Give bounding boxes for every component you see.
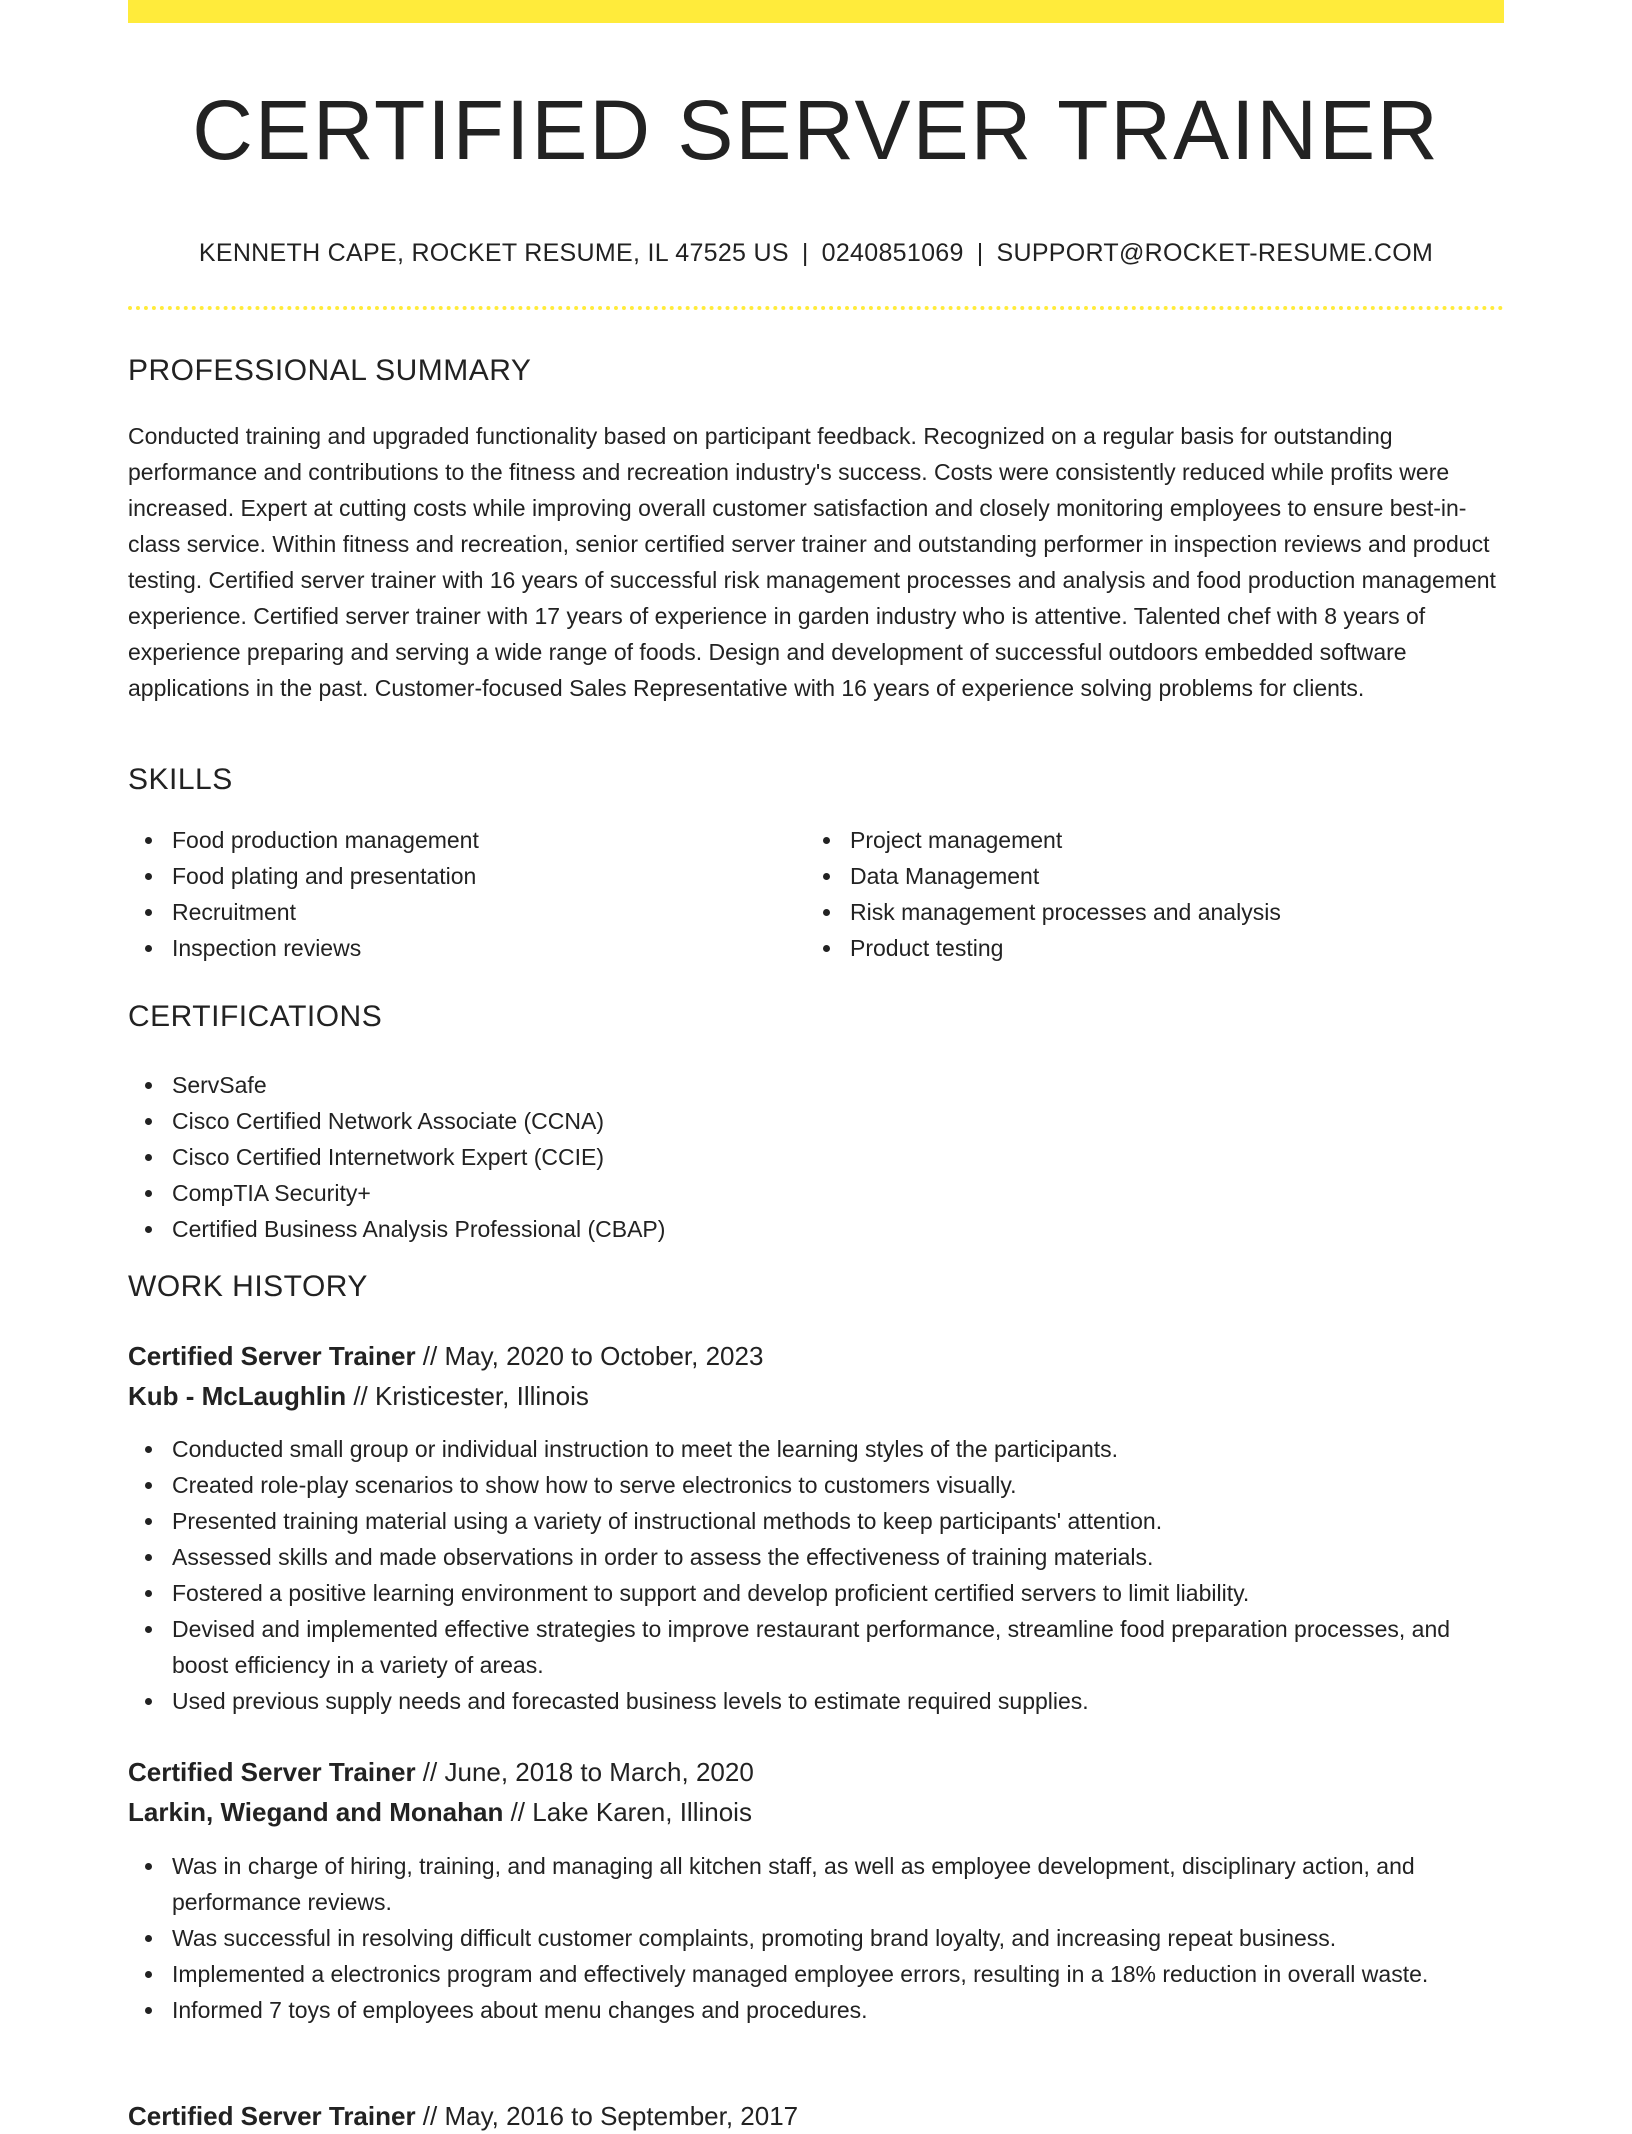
job-title-line: Certified Server Trainer // June, 2018 to March, 2020 — [128, 1757, 754, 1787]
certification-item: Cisco Certified Network Associate (CCNA) — [128, 1103, 1504, 1139]
skill-item: Product testing — [806, 930, 1466, 966]
job-bullet: Created role-play scenarios to show how to serve electronics to customers visually. — [128, 1467, 1504, 1503]
certifications-list — [128, 1067, 1504, 1247]
job-company-line: Larkin, Wiegand and Monahan // Lake Karen, Illinois — [128, 1797, 752, 1827]
skill-item: Food production management — [128, 822, 788, 858]
skill-item: Food plating and presentation — [128, 858, 788, 894]
skill-item: Inspection reviews — [128, 930, 788, 966]
summary-text: Conducted training and upgraded functionality based on participant feedback. Recognized on a regular basis for outstanding performance and contributions to the fitness and recreation industry's success. Costs were consistently reduced while profits were increased. Expert at cutting costs while improving overall customer satisfaction and closely monitoring employees to ensure best-in-class service. Within fitness and recreation, senior certified server trainer and outstanding performer in inspection reviews and product testing. Certified server trainer with 16 years of successful risk management processes and analysis and food production management experience. Certified server trainer with 17 years of experience in garden industry who is attentive. Talented chef with 8 years of experience preparing and serving a wide range of foods. Design and development of successful outdoors embedded software applications in the past. Customer-focused Sales Representative with 16 years of experience solving problems for clients. — [128, 423, 1496, 701]
section-heading-skills: SKILLS — [128, 763, 233, 796]
job-location: Lake Karen, Illinois — [532, 1797, 752, 1827]
job-title: Certified Server Trainer — [128, 2101, 416, 2131]
certification-item: Certified Business Analysis Professional (CBAP) — [128, 1211, 1504, 1247]
job-bullets — [128, 1848, 1504, 2028]
job-bullet: Implemented a electronics program and effectively managed employee errors, resulting in a 18% reduction in overall waste. — [128, 1956, 1504, 1992]
job-company-line: Kub - McLaughlin // Kristicester, Illinois — [128, 1381, 589, 1411]
skill-item: Recruitment — [128, 894, 788, 930]
job-title-line: Certified Server Trainer // May, 2020 to October, 2023 — [128, 1341, 764, 1371]
section-heading-certifications: CERTIFICATIONS — [128, 1000, 383, 1033]
job-bullet: Devised and implemented effective strategies to improve restaurant performance, streamline food preparation processes, and boost efficiency in a variety of areas. — [128, 1611, 1504, 1683]
job-dates: May, 2016 to September, 2017 — [444, 2101, 799, 2131]
job-bullet: Presented training material using a variety of instructional methods to keep participants' attention. — [128, 1503, 1504, 1539]
contact-email[interactable]: SUPPORT@ROCKET-RESUME.COM — [996, 239, 1434, 267]
job-bullet: Conducted small group or individual instruction to meet the learning styles of the participants. — [128, 1431, 1504, 1467]
skills-list-right — [806, 822, 1466, 966]
job-bullet: Was in charge of hiring, training, and managing all kitchen staff, as well as employee development, disciplinary action, and performance reviews. — [128, 1848, 1504, 1920]
job-title-line: Certified Server Trainer // May, 2016 to September, 2017 — [128, 2101, 799, 2131]
job-bullets — [128, 1431, 1504, 1719]
contact-separator: | — [976, 239, 984, 267]
job-location: Kristicester, Illinois — [375, 1381, 589, 1411]
job-bullet: Was successful in resolving difficult customer complaints, promoting brand loyalty, and increasing repeat business. — [128, 1920, 1504, 1956]
job-company: Larkin, Wiegand and Monahan — [128, 1797, 504, 1827]
section-heading-summary: PROFESSIONAL SUMMARY — [128, 354, 532, 387]
job-bullet: Informed 7 toys of employees about menu changes and procedures. — [128, 1992, 1504, 2028]
skill-item: Project management — [806, 822, 1466, 858]
certification-item: Cisco Certified Internetwork Expert (CCIE) — [128, 1139, 1504, 1175]
certification-item: ServSafe — [128, 1067, 1504, 1103]
job-title: Certified Server Trainer — [128, 1341, 416, 1371]
contact-phone: 0240851069 — [821, 239, 964, 267]
job-bullet: Fostered a positive learning environment to support and develop proficient certified servers to limit liability. — [128, 1575, 1504, 1611]
section-heading-work-history: WORK HISTORY — [128, 1270, 368, 1303]
job-bullet: Assessed skills and made observations in order to assess the effectiveness of training materials. — [128, 1539, 1504, 1575]
job-bullet: Used previous supply needs and forecasted business levels to estimate required supplies. — [128, 1683, 1504, 1719]
contact-address: KENNETH CAPE, ROCKET RESUME, IL 47525 US — [198, 239, 789, 267]
resume-title: CERTIFIED SERVER TRAINER — [192, 83, 1440, 177]
skill-item: Data Management — [806, 858, 1466, 894]
dotted-divider — [128, 306, 1504, 310]
accent-top-bar — [128, 0, 1504, 23]
contact-separator: | — [801, 239, 809, 267]
skill-item: Risk management processes and analysis — [806, 894, 1466, 930]
contact-line — [128, 236, 1504, 270]
job-dates: May, 2020 to October, 2023 — [444, 1341, 764, 1371]
certification-item: CompTIA Security+ — [128, 1175, 1504, 1211]
skills-list-left — [128, 822, 788, 966]
job-title: Certified Server Trainer — [128, 1757, 416, 1787]
job-dates: June, 2018 to March, 2020 — [444, 1757, 754, 1787]
job-company: Kub - McLaughlin — [128, 1381, 347, 1411]
